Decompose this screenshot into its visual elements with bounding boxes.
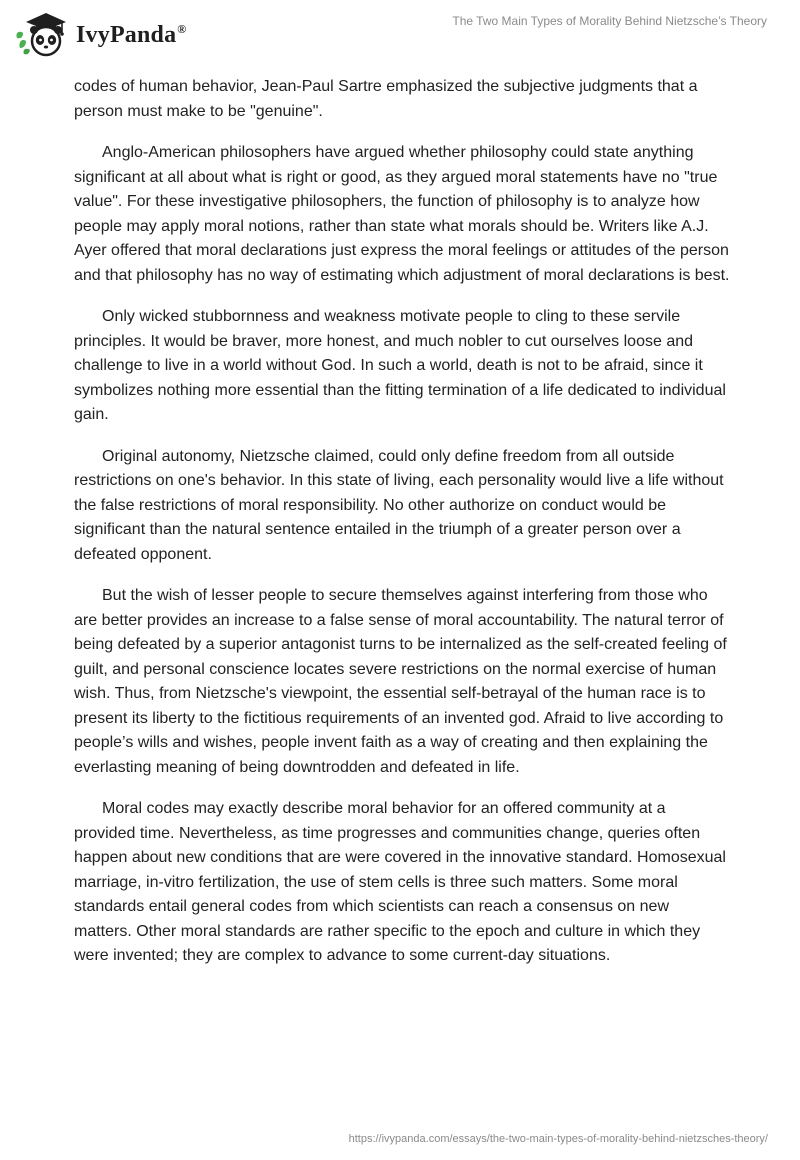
paragraph: Moral codes may exactly describe moral behavior for an offered community at a provided time. Nevertheless, as time progresses and communities change, queries often happen about new conditions that are were covered in the innovative standard. Homosexual marriage, in-vitro fertilization, the use of stem cells is three such matters. Some moral standards entail general codes from which scientists can reach a consensus on new matters. Other moral standards are rather specific to the epoch and culture in which they were invented; they are complex to advance to some current-day situations.	[74, 800, 726, 964]
panda-graduate-icon	[14, 8, 70, 60]
paragraph: But the wish of lesser people to secure themselves against interfering from those who are better provides an increase to a false sense of moral accountability. The natural terror of being defeated by a superior antagonist turns to be internalized as the self-created feeling of guilt, and personal conscience locates severe restrictions on the normal exercise of human wish. Thus, from Nietzsche's viewpoint, the essential self-betrayal of the human race is to present its liberty to the fictitious requirements of an invented god. Afraid to live according to people’s wills and wishes, people invent faith as a way of creating and then explaining the everlasting meaning of being downtrodden and defeated in life.	[74, 587, 727, 776]
brand-text: IvyPanda	[76, 21, 177, 48]
paragraph: Anglo-American philosophers have argued whether philosophy could state anything significant at all about what is right or good, as they argued moral statements have no "true value". For these investigative philosophers, the function of philosophy is to analyze how people may apply moral notions, rather than state what morals should be. Writers like A.J. Ayer offered that moral declarations just express the moral feelings or attitudes of the person and that philosophy has no way of estimating which adjustment of moral declarations is best.	[74, 144, 730, 284]
paragraph: codes of human behavior, Jean-Paul Sartre emphasized the subjective judgments that a person must make to be "genuine".	[74, 78, 698, 120]
registered-mark: ®	[177, 21, 187, 36]
ivypanda-logo[interactable]	[14, 8, 186, 60]
brand-name	[76, 22, 186, 49]
document-title: The Two Main Types of Morality Behind Nietzsche’s Theory	[452, 14, 767, 28]
paragraph: Only wicked stubbornness and weakness motivate people to cling to these servile principles. It would be braver, more honest, and much nobler to cut ourselves loose and challenge to live in a world without God. In such a world, death is not to be afraid, since it symbolizes nothing more essential than the fitting termination of a life dedicated to individual gain.	[74, 308, 726, 423]
source-url[interactable]: https://ivypanda.com/essays/the-two-main-types-of-morality-behind-nietzsches-theory/	[348, 1133, 768, 1145]
page-header	[0, 0, 800, 70]
essay-body	[74, 75, 730, 986]
paragraph: Original autonomy, Nietzsche claimed, could only define freedom from all outside restrictions on one's behavior. In this state of living, each personality would live a life without the false restrictions of moral responsibility. No other authorize on conduct would be significant than the natural sentence entailed in the triumph of a greater person over a defeated opponent.	[74, 447, 724, 563]
